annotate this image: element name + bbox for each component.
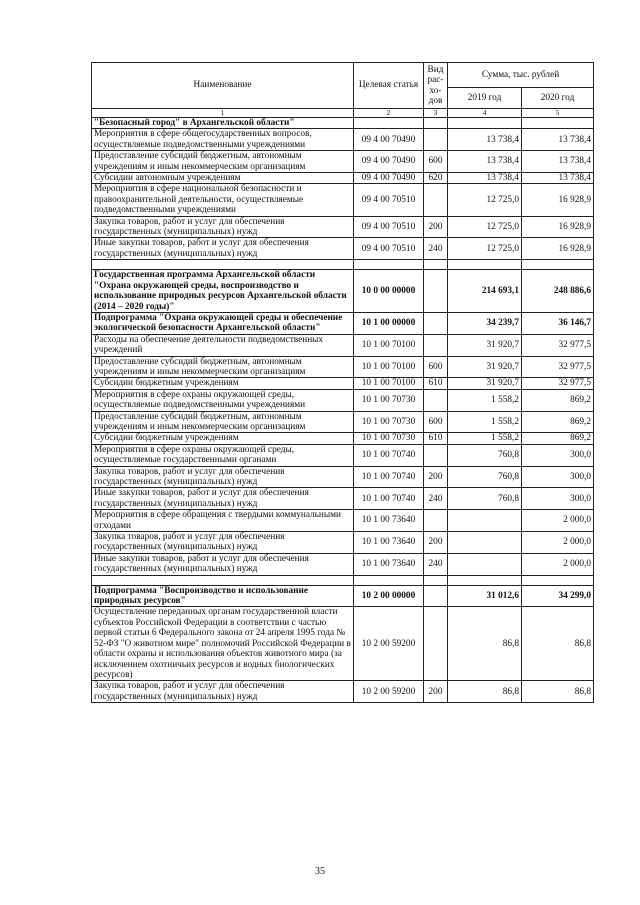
cell-sum-2020: 248 886,6 [522,270,594,313]
cell-name: Иные закупки товаров, работ и услуг для обеспечения государственных (муниципальных) нужд [92,238,354,260]
cell-sum-2020: 2 000,0 [522,553,594,575]
cell-name: Субсидии автономным учреждениям [92,173,354,184]
cell-sum-2019 [448,510,522,532]
cell-name: Предоставление субсидий бюджетным, автономным учреждениям и иным некоммерческим организациям [92,356,354,378]
cell-sum-2019: 760,8 [448,466,522,488]
cell-expense-type: 600 [424,151,448,173]
cell-expense-type: 600 [424,356,448,378]
table-row [92,466,594,488]
cell-expense-type [424,510,448,532]
cell-expense-type: 200 [424,216,448,238]
cell-target-article: 10 1 00 70100 [354,378,424,389]
cell-sum-2019 [448,575,522,585]
cell-sum-2019: 86,8 [448,681,522,703]
cell-name: Мероприятия в сфере обращения с твердыми коммунальными отходами [92,510,354,532]
cell-sum-2020: 300,0 [522,488,594,510]
cell-sum-2019: 31 920,7 [448,378,522,389]
cell-expense-type [424,184,448,216]
cell-target-article: 09 4 00 70490 [354,151,424,173]
table-row [92,173,594,184]
cell-expense-type: 620 [424,173,448,184]
cell-sum-2020: 32 977,5 [522,356,594,378]
cell-expense-type: 610 [424,433,448,444]
cell-sum-2020: 16 928,9 [522,238,594,260]
cell-target-article: 09 4 00 70510 [354,238,424,260]
cell-sum-2020: 36 146,7 [522,312,594,334]
cell-name: Мероприятия в сфере общегосударственных вопросов, осуществляемые подведомственными учреждениями [92,129,354,151]
header-expense-type: Вид рас-хо-дов [424,63,448,109]
cell-sum-2019: 13 738,4 [448,173,522,184]
cell-expense-type [424,334,448,356]
header-name: Наименование [92,63,354,109]
cell-sum-2019: 760,8 [448,444,522,466]
table-row [92,216,594,238]
cell-sum-2020: 34 299,0 [522,585,594,607]
table-row [92,532,594,554]
cell-sum-2019: 13 738,4 [448,151,522,173]
cell-expense-type [424,118,448,129]
cell-target-article: 10 1 00 70100 [354,356,424,378]
cell-target-article: 09 4 00 70510 [354,216,424,238]
table-row [92,389,594,411]
table-row [92,553,594,575]
table-row [92,510,594,532]
cell-sum-2020 [522,575,594,585]
cell-name: Субсидии бюджетным учреждениям [92,378,354,389]
column-number-3: 3 [424,109,448,118]
cell-sum-2020 [522,260,594,270]
cell-sum-2019: 86,8 [448,607,522,681]
table-row [92,238,594,260]
cell-sum-2020: 13 738,4 [522,173,594,184]
cell-expense-type [424,389,448,411]
cell-target-article: 10 1 00 73640 [354,532,424,554]
cell-sum-2020: 32 977,5 [522,334,594,356]
cell-expense-type: 610 [424,378,448,389]
table-row [92,118,594,129]
cell-name: Иные закупки товаров, работ и услуг для обеспечения государственных (муниципальных) нужд [92,553,354,575]
cell-sum-2020: 16 928,9 [522,184,594,216]
cell-expense-type [424,607,448,681]
cell-sum-2020: 13 738,4 [522,151,594,173]
cell-name: Предоставление субсидий бюджетным, автономным учреждениям и иным некоммерческим организациям [92,151,354,173]
cell-name: Подпрограмма "Воспроизводство и использование природных ресурсов" [92,585,354,607]
cell-sum-2020 [522,118,594,129]
cell-sum-2020: 300,0 [522,466,594,488]
column-number-4: 4 [448,109,522,118]
cell-target-article: 10 2 00 00000 [354,585,424,607]
cell-sum-2020: 86,8 [522,607,594,681]
cell-name: Подпрограмма "Охрана окружающей среды и обеспечение экологической безопасности Архангельской области" [92,312,354,334]
table-row [92,411,594,433]
cell-sum-2020: 86,8 [522,681,594,703]
header-target-article: Целевая статья [354,63,424,109]
table-row [92,607,594,681]
cell-sum-2019: 12 725,0 [448,216,522,238]
cell-sum-2020: 300,0 [522,444,594,466]
cell-expense-type: 600 [424,411,448,433]
cell-target-article: 10 1 00 70730 [354,433,424,444]
cell-name: Закупка товаров, работ и услуг для обеспечения государственных (муниципальных) нужд [92,466,354,488]
cell-name: Предоставление субсидий бюджетным, автономным учреждениям и иным некоммерческим организациям [92,411,354,433]
header-year-2020: 2020 год [522,88,594,109]
cell-sum-2019: 34 239,7 [448,312,522,334]
cell-target-article: 10 1 00 70730 [354,411,424,433]
cell-target-article: 10 1 00 70730 [354,389,424,411]
cell-target-article: 10 1 00 70100 [354,334,424,356]
cell-sum-2019: 1 558,2 [448,411,522,433]
cell-name: Мероприятия в сфере охраны окружающей среды, осуществляемые подведомственными учреждениями [92,389,354,411]
cell-name: Закупка товаров, работ и услуг для обеспечения государственных (муниципальных) нужд [92,532,354,554]
cell-name [92,260,354,270]
cell-sum-2019 [448,532,522,554]
table-row [92,312,594,334]
cell-sum-2019 [448,260,522,270]
cell-target-article: 09 4 00 70490 [354,173,424,184]
cell-name: Закупка товаров, работ и услуг для обеспечения государственных (муниципальных) нужд [92,216,354,238]
cell-target-article: 10 2 00 59200 [354,607,424,681]
column-number-1: 1 [92,109,354,118]
cell-expense-type: 240 [424,238,448,260]
cell-sum-2019: 31 012,6 [448,585,522,607]
cell-target-article [354,118,424,129]
cell-target-article: 09 4 00 70490 [354,129,424,151]
cell-sum-2020: 869,2 [522,389,594,411]
cell-sum-2020: 2 000,0 [522,510,594,532]
table-row [92,585,594,607]
cell-target-article [354,575,424,585]
cell-sum-2019: 214 693,1 [448,270,522,313]
cell-expense-type: 240 [424,488,448,510]
cell-sum-2019: 31 920,7 [448,356,522,378]
cell-sum-2019: 31 920,7 [448,334,522,356]
cell-name: Иные закупки товаров, работ и услуг для обеспечения государственных (муниципальных) нужд [92,488,354,510]
cell-target-article: 10 0 00 00000 [354,270,424,313]
table-row [92,681,594,703]
header-sum: Сумма, тыс. рублей [448,63,594,88]
cell-sum-2020: 2 000,0 [522,532,594,554]
table-row [92,270,594,313]
table-row [92,433,594,444]
cell-expense-type [424,575,448,585]
cell-expense-type [424,585,448,607]
table-row [92,575,594,585]
table-row [92,444,594,466]
header-year-2019: 2019 год [448,88,522,109]
cell-sum-2019 [448,553,522,575]
cell-sum-2019: 12 725,0 [448,184,522,216]
table-row [92,129,594,151]
cell-expense-type [424,260,448,270]
table-body [92,118,594,703]
table-row [92,334,594,356]
cell-sum-2020: 13 738,4 [522,129,594,151]
cell-expense-type [424,444,448,466]
cell-name: Осуществление переданных органам государственной власти субъектов Российской Федерации в соответствии с частью первой статьи 6 Федерального закона от 24 апреля 1995 года № 52-ФЗ "О животном мире" полномочий Российской Федерации в области охраны и использования объектов животного мира (за исключением охотничьих ресурсов и водных биологических ресурсов) [92,607,354,681]
table-row [92,184,594,216]
cell-target-article: 10 1 00 70740 [354,488,424,510]
cell-target-article: 10 1 00 00000 [354,312,424,334]
cell-expense-type [424,270,448,313]
cell-target-article: 10 2 00 59200 [354,681,424,703]
cell-target-article: 10 1 00 73640 [354,553,424,575]
cell-expense-type [424,312,448,334]
cell-expense-type: 200 [424,681,448,703]
cell-expense-type: 200 [424,466,448,488]
cell-sum-2020: 869,2 [522,411,594,433]
table-row [92,356,594,378]
cell-target-article [354,260,424,270]
cell-sum-2020: 32 977,5 [522,378,594,389]
cell-sum-2020: 16 928,9 [522,216,594,238]
cell-target-article: 10 1 00 70740 [354,466,424,488]
page-number: 35 [315,866,325,877]
cell-expense-type [424,129,448,151]
cell-name: Мероприятия в сфере охраны окружающей среды, осуществляемые государственными органами [92,444,354,466]
table-row [92,378,594,389]
cell-sum-2019: 13 738,4 [448,129,522,151]
cell-target-article: 09 4 00 70510 [354,184,424,216]
column-number-2: 2 [354,109,424,118]
cell-target-article: 10 1 00 73640 [354,510,424,532]
cell-sum-2019 [448,118,522,129]
cell-expense-type: 200 [424,532,448,554]
column-number-5: 5 [522,109,594,118]
cell-sum-2019: 12 725,0 [448,238,522,260]
cell-sum-2019: 1 558,2 [448,433,522,444]
cell-name: Расходы на обеспечение деятельности подведомственных учреждений [92,334,354,356]
budget-table [91,62,594,703]
cell-target-article: 10 1 00 70740 [354,444,424,466]
cell-sum-2020: 869,2 [522,433,594,444]
cell-name [92,575,354,585]
cell-name: Субсидии бюджетным учреждениям [92,433,354,444]
table-row [92,488,594,510]
budget-table-page [91,62,593,703]
cell-sum-2019: 760,8 [448,488,522,510]
table-row [92,151,594,173]
cell-name: Закупка товаров, работ и услуг для обеспечения государственных (муниципальных) нужд [92,681,354,703]
cell-expense-type: 240 [424,553,448,575]
cell-sum-2019: 1 558,2 [448,389,522,411]
cell-name: Государственная программа Архангельской области "Охрана окружающей среды, воспроизводство и использование природных ресурсов Архангельской области (2014 – 2020 годы)" [92,270,354,313]
table-row [92,260,594,270]
cell-name: "Безопасный город" в Архангельской области" [92,118,354,129]
cell-name: Мероприятия в сфере национальной безопасности и правоохранительной деятельности, осуществляемые подведомственными учреждениями [92,184,354,216]
